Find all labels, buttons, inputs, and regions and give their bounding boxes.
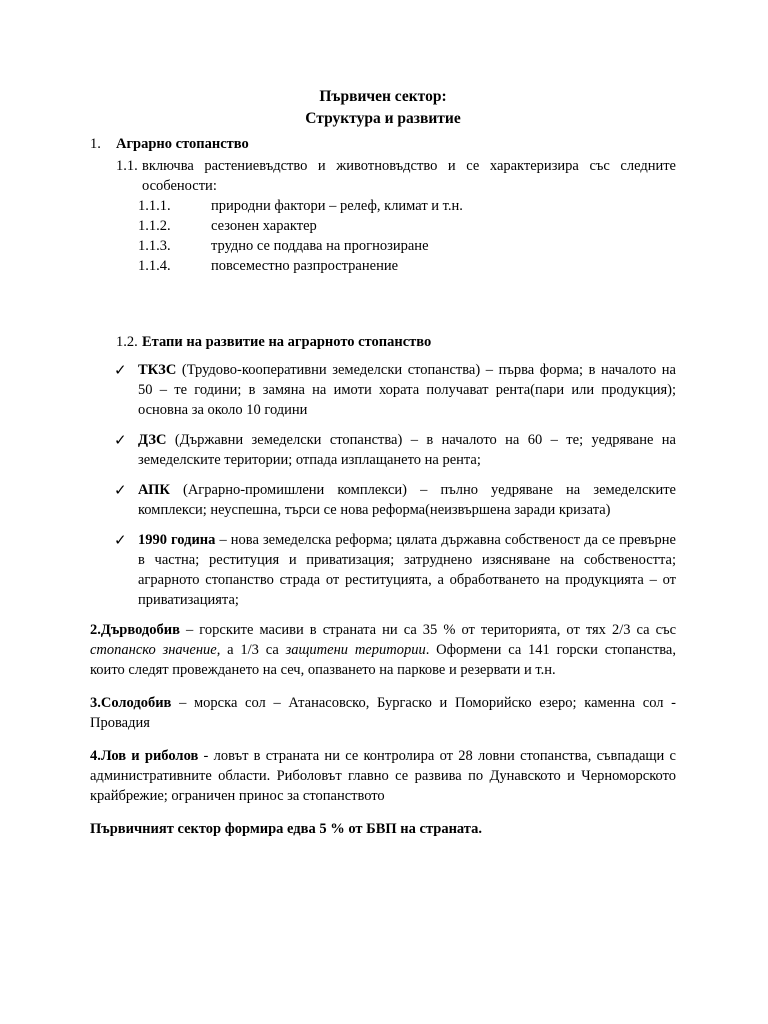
section-1-heading: [90, 134, 676, 154]
bullet-term: ДЗС: [138, 432, 167, 448]
section-2-text: . Оформени са 141 горски стопанства, които следят провеждането на сеч, опазването на паркове и резервати и т.н.: [90, 642, 676, 678]
list-item: [90, 216, 676, 236]
subsection-1-1: [90, 156, 676, 196]
subsection-1-1-text: включва растениевъдство и животновъдство и се характеризира със следните особености:: [142, 158, 676, 194]
subsection-1-2-title: Етапи на развитие на аграрното стопанство: [142, 334, 432, 350]
section-3-text: – морска сол – Атанасовско, Бургаско и Поморийско езеро; каменна сол - Провадия: [90, 695, 676, 731]
page-title: [90, 86, 676, 130]
list-item-number: 1.1.1.: [138, 198, 171, 214]
bullet-text: – нова земеделска реформа; цялата държавна собственост да се превърне в частна; реституция и приватизация; затруднено изясняване на собствеността; аграрното стопанство страда от реституцията, а обработването на продукцията – от приватизацията;: [138, 532, 676, 608]
bullet-term: АПК: [138, 482, 170, 498]
title-line-1: Първичен сектор:: [319, 88, 447, 105]
bullet-term: 1990 година: [138, 532, 216, 548]
list-item-text: природни фактори – релеф, климат и т.н.: [211, 198, 463, 214]
bullet-item-1990: [90, 530, 676, 610]
checkmark-icon: ✓: [114, 361, 127, 379]
section-1-title: Аграрно стопанство: [116, 136, 249, 152]
subsection-1-2: [90, 332, 676, 352]
title-line-2: Структура и развитие: [305, 110, 461, 127]
list-item-text: повсеместно разпространение: [211, 258, 399, 274]
bullet-text: (Аграрно-промишлени комплекси) – пълно уедряване на земеделските комплекси; неуспешна, търси се нова реформа(неизвършена заради кризата): [138, 482, 676, 518]
checkmark-icon: ✓: [114, 531, 127, 549]
section-2-title: 2.Дърводобив: [90, 622, 180, 638]
checkmark-icon: ✓: [114, 431, 127, 449]
section-2-paragraph: [90, 620, 676, 680]
checkmark-icon: ✓: [114, 481, 127, 499]
document-page: [90, 86, 676, 839]
subsection-1-2-number: 1.2.: [116, 334, 138, 350]
list-item: [90, 236, 676, 256]
conclusion: Първичният сектор формира едва 5 % от БВП на страната.: [90, 821, 482, 837]
section-4-paragraph: [90, 746, 676, 806]
list-item-text: сезонен характер: [211, 218, 317, 234]
section-3-title: 3.Солодобив: [90, 695, 172, 711]
list-item-text: трудно се поддава на прогнозиране: [211, 238, 429, 254]
bullet-item-tkzs: [90, 360, 676, 420]
bullet-item-apk: [90, 480, 676, 520]
section-1-number: 1.: [90, 136, 101, 152]
list-item: [90, 256, 676, 276]
section-2-text: – горските масиви в страната ни са 35 % от територията, от тях 2/3 са със: [179, 622, 676, 638]
list-item-number: 1.1.2.: [138, 218, 171, 234]
bullet-text: (Трудово-кооперативни земеделски стопанства) – първа форма; в началото на 50 – те години; в замяна на имоти хората получават рента(пари или продукция); основна за около 10 години: [138, 362, 676, 418]
section-2-text: , а 1/3 са: [216, 642, 286, 658]
section-2-emphasis: защитени територии: [285, 642, 426, 658]
list-item: [90, 196, 676, 216]
subsection-1-1-number: 1.1.: [116, 158, 138, 174]
section-3-paragraph: [90, 693, 676, 733]
section-2-emphasis: стопанско значение: [90, 642, 217, 658]
list-item-number: 1.1.4.: [138, 258, 171, 274]
bullet-item-dzs: [90, 430, 676, 470]
bullet-term: ТКЗС: [138, 362, 177, 378]
section-4-text: - ловът в страната ни се контролира от 28 ловни стопанства, съвпадащи с административните области. Риболовът главно се развива по Дунавското и Черноморското крайбрежие; ограничен принос за стопанството: [90, 748, 676, 804]
list-item-number: 1.1.3.: [138, 238, 171, 254]
section-4-title: 4.Лов и риболов: [90, 748, 199, 764]
bullet-text: (Държавни земеделски стопанства) – в началото на 60 – те; уедряване на земеделските територии; отпада изплащането на рента;: [138, 432, 676, 468]
